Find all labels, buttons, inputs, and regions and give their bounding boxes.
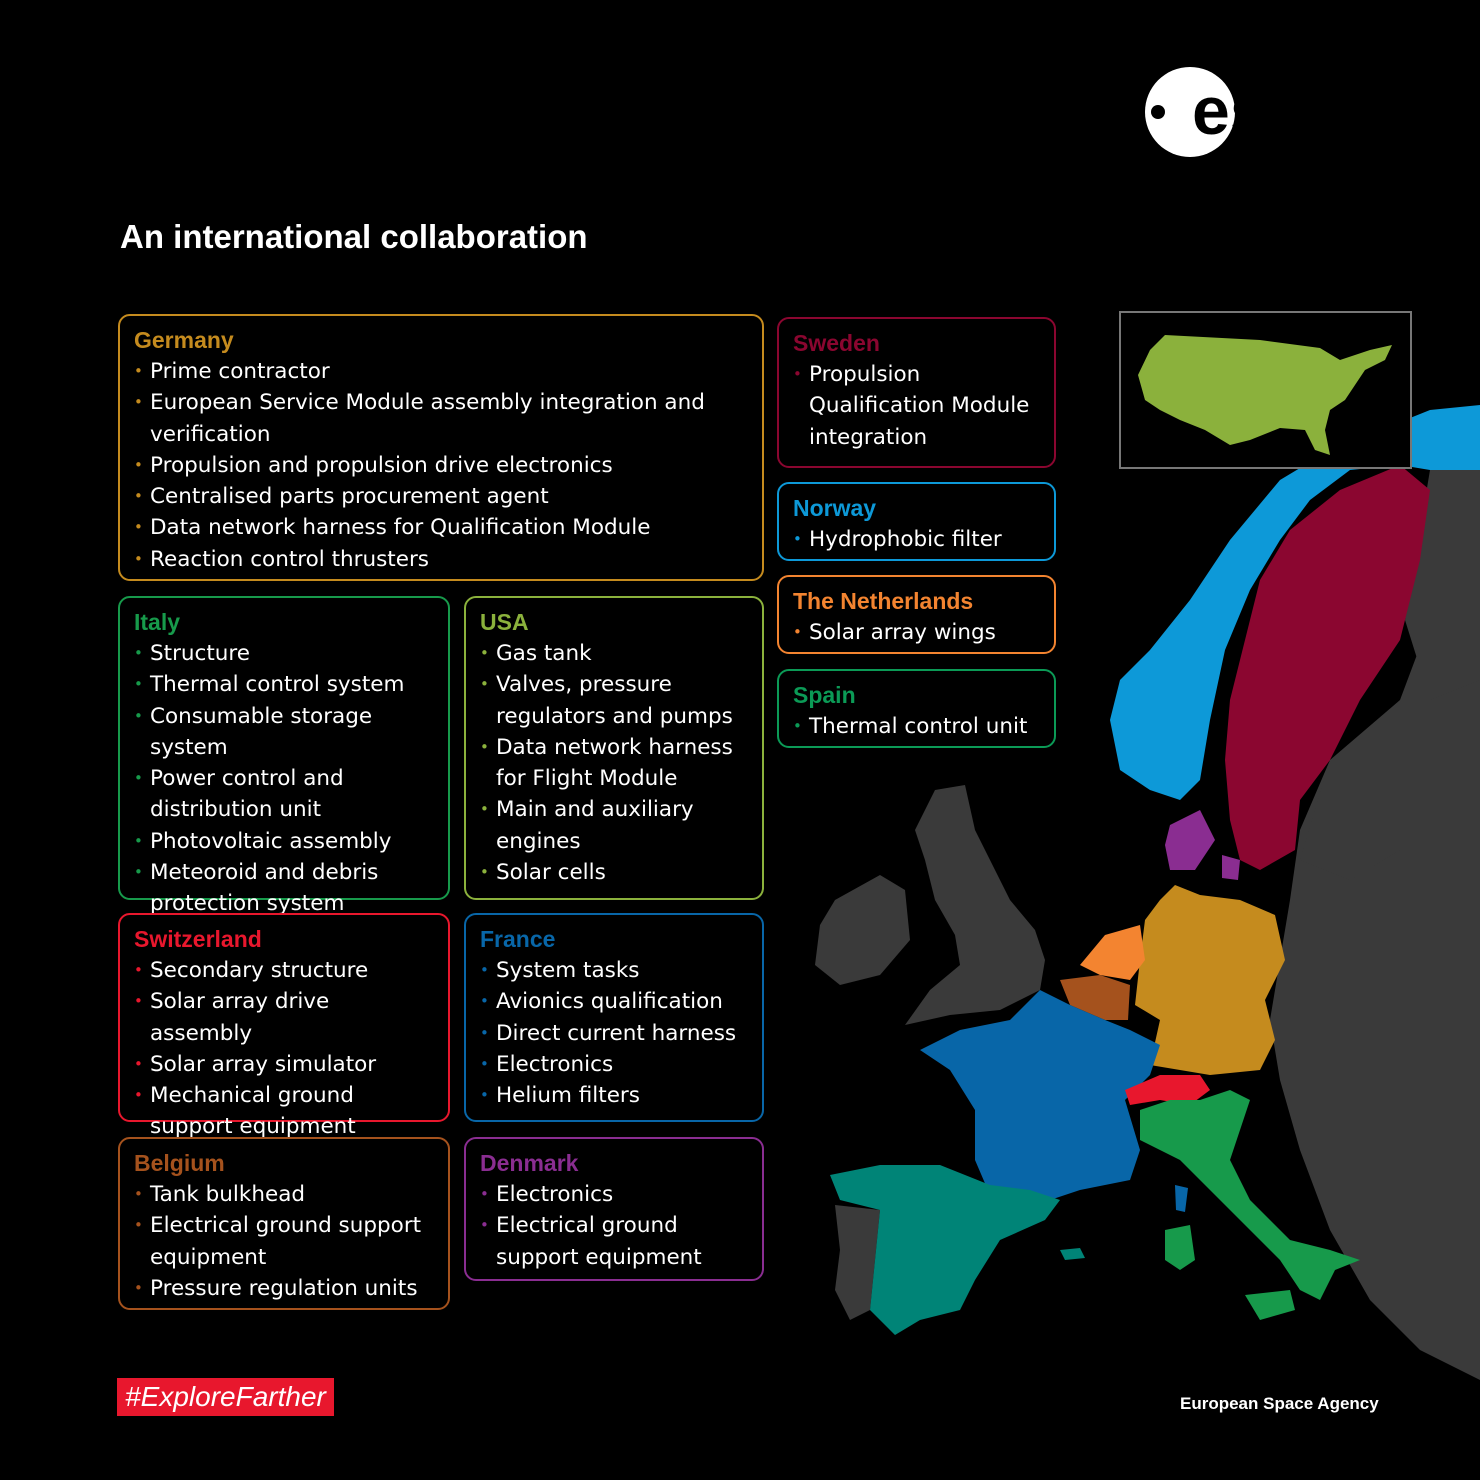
contribution-item: • Direct current harness [480, 1018, 750, 1049]
contribution-item: • Solar cells [480, 857, 750, 888]
contribution-list-usa [480, 638, 750, 888]
contribution-list-netherlands [793, 617, 1042, 648]
map-balearic [1060, 1248, 1085, 1260]
contribution-item: • European Service Module assembly integration and verification [134, 387, 750, 450]
contribution-item: • Meteoroid and debris protection system [134, 857, 436, 920]
contribution-item: • Consumable storage system [134, 701, 436, 764]
contribution-item: • Photovoltaic assembly [134, 826, 436, 857]
contribution-item: • Pressure regulation units [134, 1273, 436, 1304]
contribution-item: • Electrical ground support equipment [134, 1210, 436, 1273]
contribution-list-sweden [793, 359, 1042, 453]
contribution-item: • Structure [134, 638, 436, 669]
country-box-belgium [118, 1137, 450, 1310]
contribution-list-switzerland [134, 955, 436, 1143]
contribution-list-italy [134, 638, 436, 920]
country-name-netherlands: The Netherlands [793, 588, 974, 614]
contribution-item: • Secondary structure [134, 955, 436, 986]
contribution-item: • Electronics [480, 1179, 750, 1210]
country-box-italy [118, 596, 450, 917]
contribution-item: • Solar array wings [793, 617, 1042, 648]
country-name-denmark: Denmark [480, 1150, 579, 1176]
contribution-item: • Electrical ground support equipment [480, 1210, 750, 1273]
contribution-item: • Propulsion Qualification Module integration [793, 359, 1042, 453]
country-box-netherlands [777, 575, 1056, 654]
contribution-list-norway [793, 524, 1042, 555]
country-box-spain [777, 669, 1056, 748]
country-box-germany [118, 314, 764, 581]
map-denmark-island [1222, 855, 1240, 880]
contribution-item: • Main and auxiliary engines [480, 794, 750, 857]
contribution-item: • Reaction control thrusters [134, 544, 750, 575]
esa-logo-dot [1151, 105, 1165, 119]
contribution-list-france [480, 955, 750, 1111]
contribution-item: • Thermal control unit [793, 711, 1042, 742]
country-name-norway: Norway [793, 495, 877, 521]
country-name-usa: USA [480, 609, 529, 635]
esa-logo-text: esa [1192, 73, 1306, 149]
country-box-usa [464, 596, 764, 900]
contribution-item: • Mechanical ground support equipment [134, 1080, 436, 1143]
map-sicily [1245, 1290, 1295, 1320]
map-france [920, 990, 1160, 1200]
map-sardinia [1165, 1225, 1195, 1270]
contribution-item: • Electronics [480, 1049, 750, 1080]
country-name-italy: Italy [134, 609, 181, 635]
contribution-item: • Data network harness for Qualification Module [134, 512, 750, 543]
contribution-list-denmark [480, 1179, 750, 1273]
contribution-item: • Power control and distribution unit [134, 763, 436, 826]
contribution-item: • Avionics qualification [480, 986, 750, 1017]
contribution-list-germany [134, 356, 750, 575]
country-name-belgium: Belgium [134, 1150, 225, 1176]
country-box-switzerland [118, 913, 450, 1140]
map-denmark [1165, 810, 1215, 870]
contribution-item: • Tank bulkhead [134, 1179, 436, 1210]
country-name-france: France [480, 926, 556, 952]
contribution-item: • Gas tank [480, 638, 750, 669]
contribution-item: • Data network harness for Flight Module [480, 732, 750, 795]
country-name-germany: Germany [134, 327, 234, 353]
hashtag-explore-farther: #ExploreFarther [117, 1378, 334, 1416]
country-name-spain: Spain [793, 682, 856, 708]
contribution-item: • Valves, pressure regulators and pumps [480, 669, 750, 732]
contribution-item: • Solar array simulator [134, 1049, 436, 1080]
country-box-norway [777, 482, 1056, 561]
country-name-switzerland: Switzerland [134, 926, 262, 952]
country-box-denmark [464, 1137, 764, 1281]
contribution-item: • Solar array drive assembly [134, 986, 436, 1049]
contribution-list-spain [793, 711, 1042, 742]
country-box-sweden [777, 317, 1056, 468]
country-name-sweden: Sweden [793, 330, 880, 356]
contribution-item: • Thermal control system [134, 669, 436, 700]
contribution-item: • Helium filters [480, 1080, 750, 1111]
contribution-item: • System tasks [480, 955, 750, 986]
contribution-item: • Hydrophobic filter [793, 524, 1042, 555]
esa-logo [1140, 62, 1400, 162]
map-great-britain [905, 785, 1045, 1025]
contribution-list-belgium [134, 1179, 436, 1304]
contribution-item: • Propulsion and propulsion drive electronics [134, 450, 750, 481]
map-ireland [815, 875, 910, 985]
page-title: An international collaboration [120, 218, 588, 255]
contribution-item: • Centralised parts procurement agent [134, 481, 750, 512]
map-corsica [1175, 1185, 1188, 1212]
contribution-item: • Prime contractor [134, 356, 750, 387]
map-netherlands [1080, 925, 1145, 980]
footer-agency-name: European Space Agency [1180, 1394, 1379, 1413]
country-box-france [464, 913, 764, 1122]
